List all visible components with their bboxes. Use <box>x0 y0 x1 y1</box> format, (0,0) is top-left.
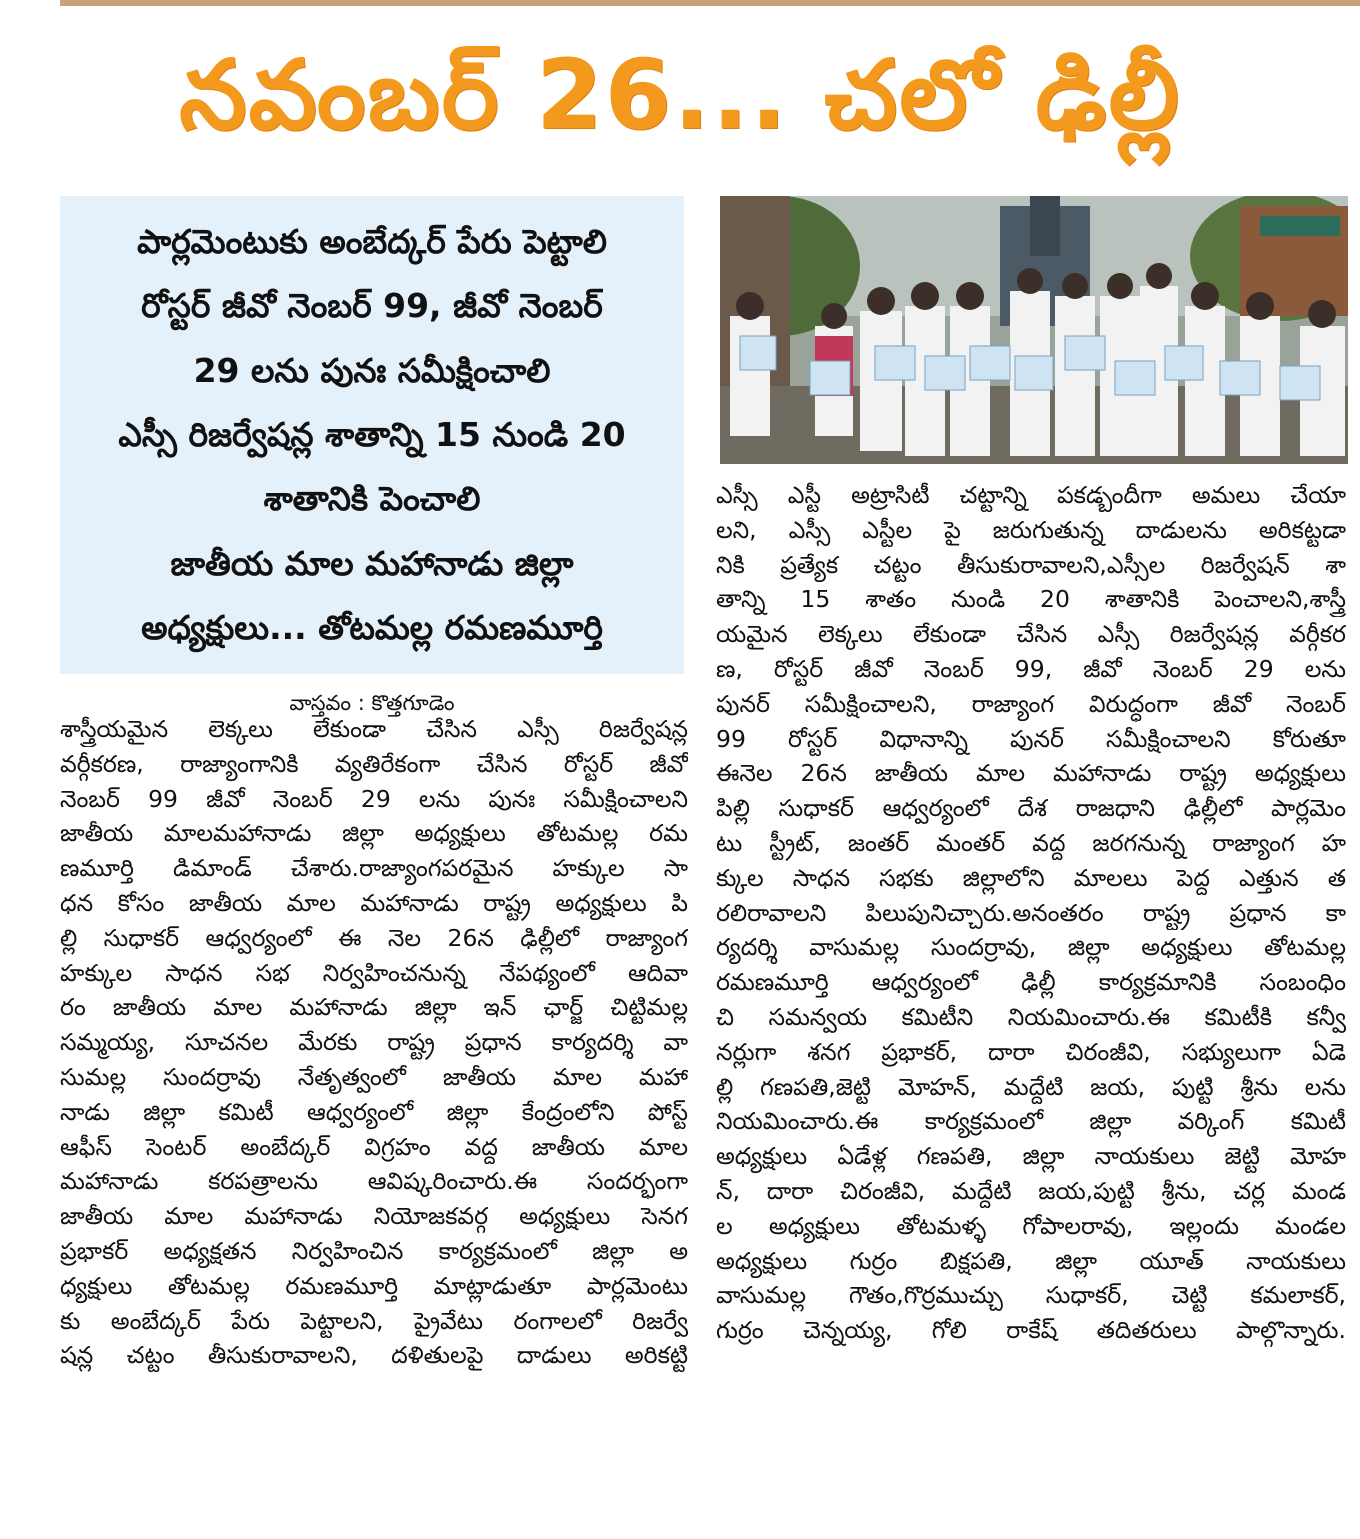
article-line: ల్లి గణపతి,జెట్టి మోహన్, మద్దేటి జయ, పుట్టి శ్రీను లను <box>716 1072 1346 1101</box>
article-line: రం జాతీయ మాల మహానాడు జిల్లా ఇన్ ఛార్జ్ చిట్టిమల్ల <box>60 993 688 1022</box>
article-line: జాతీయ మాలమహానాడు జిల్లా అధ్యక్షులు తోటమల్ల రమ <box>60 819 688 848</box>
article-line: 99 రోస్టర్ విధానాన్ని పునర్ సమీక్షించాలని కోరుతూ <box>716 724 1346 753</box>
article-line: ణ, రోస్టర్ జీవో నెంబర్ 99, జీవో నెంబర్ 29 లను <box>716 654 1346 683</box>
article-line: ఆఫీస్ సెంటర్ అంబేద్కర్ విగ్రహం వద్ద జాతీయ మాల <box>60 1132 688 1161</box>
article-line: అధ్యక్షులు గుర్రం బిక్షపతి, జిల్లా యూత్ నాయకులు <box>716 1246 1346 1275</box>
article-line: కు అంబేద్కర్ పేరు పెట్టాలని, ప్రైవేటు రంగాలలో రిజర్వే <box>60 1306 688 1335</box>
article-line: నియమించారు.ఈ కార్యక్రమంలో జిల్లా వర్కింగ్ కమిటీ <box>716 1107 1346 1136</box>
article-line: ధ్యక్షులు తోటమల్ల రమణమూర్తి మాట్లాడుతూ పార్లమెంటు <box>60 1271 688 1300</box>
article-line: ప్రభాకర్ అధ్యక్షతన నిర్వహించిన కార్యక్రమంలో జిల్లా అ <box>60 1236 688 1265</box>
highlight-line: 29 లను పునః సమీక్షించాలి <box>193 350 551 390</box>
article-line: తాన్ని 15 శాతం నుండి 20 శాతానికి పెంచాలని,శాస్త్రీ <box>716 585 1346 614</box>
article-left-column <box>60 712 688 1373</box>
article-line: ల్లి సుధాకర్ ఆధ్వర్యంలో ఈ నెల 26న ఢిల్లీలో రాజ్యాంగ <box>60 923 688 952</box>
article-line: షన్ల చట్టం తీసుకురావాలని, దళితులపై దాడులు అరికట్టి <box>60 1341 688 1370</box>
highlight-line: రోస్టర్ జీవో నెంబర్ 99, జీవో నెంబర్ <box>141 286 603 326</box>
article-line: మహానాడు కరపత్రాలను ఆవిష్కరించారు.ఈ సందర్భంగా <box>60 1167 688 1196</box>
top-rule <box>60 0 1360 6</box>
article-line: సమ్మయ్య, సూచనల మేరకు రాష్ట్ర ప్రధాన కార్యదర్శి వా <box>60 1028 688 1057</box>
highlight-box <box>60 196 684 674</box>
article-line: రలిరావాలని పిలుపునిచ్చారు.అనంతరం రాష్ట్ర ప్రధాన కా <box>716 898 1346 927</box>
highlight-line: పార్లమెంటుకు అంబేద్కర్ పేరు పెట్టాలి <box>137 222 607 262</box>
article-line: నెంబర్ 99 జీవో నెంబర్ 29 లను పునః సమీక్షించాలని <box>60 784 688 813</box>
dateline: వాస్తవం : కొత్తగూడెం <box>289 691 455 715</box>
article-right-column <box>716 478 1346 1348</box>
article-line: నికి ప్రత్యేక చట్టం తీసుకురావాలని,ఎస్సీల రిజర్వేషన్ శా <box>716 550 1346 579</box>
article-line: శాస్త్రీయమైన లెక్కలు లేకుండా చేసిన ఎస్సీ రిజర్వేషన్ల <box>60 715 688 743</box>
article-line: పునర్ సమీక్షించాలని, రాజ్యాంగ విరుద్ధంగా జీవో నెంబర్ <box>716 689 1346 718</box>
highlight-line: ఎస్సీ రిజర్వేషన్ల శాతాన్ని 15 నుండి 20 <box>118 414 626 454</box>
article-line: వాసుమల్ల గౌతం,గొర్రముచ్చు సుధాకర్, చెట్టి కమలాకర్, <box>716 1281 1346 1310</box>
article-line: ణమూర్తి డిమాండ్ చేశారు.రాజ్యాంగపరమైన హక్కుల సా <box>60 854 688 883</box>
article-line: ఎస్సీ ఎస్టీ అట్రాసిటీ చట్టాన్ని పకడ్బందీగా అమలు చేయా <box>716 481 1346 509</box>
article-line: వర్గీకరణ, రాజ్యాంగానికి వ్యతిరేకంగా చేసిన రోస్టర్ జీవో <box>60 749 688 778</box>
article-line: అధ్యక్షులు ఏడేళ్ల గణపతి, జిల్లా నాయకులు జెట్టి మోహ <box>716 1142 1346 1171</box>
article-line: ధన కోసం జాతీయ మాల మహానాడు రాష్ట్ర అధ్యక్షులు పి <box>60 888 688 917</box>
article-line: హక్కుల సాధన సభ నిర్వహించనున్న నేపథ్యంలో ఆదివా <box>60 958 688 987</box>
article-line: ఈనెల 26న జాతీయ మాల మహానాడు రాష్ట్ర అధ్యక్షులు <box>716 759 1346 788</box>
article-line: టు స్ట్రీట్, జంతర్ మంతర్ వద్ద జరగనున్న రాజ్యాంగ హ <box>716 828 1346 857</box>
article-line: చి సమన్వయ కమిటీని నియమించారు.ఈ కమిటీకి కన్వీ <box>716 1002 1346 1031</box>
highlight-line: జాతీయ మాల మహానాడు జిల్లా <box>170 543 574 583</box>
article-line: ర్యదర్శి వాసుమల్ల సుందర్రావు, జిల్లా అధ్యక్షులు తోటమల్ల <box>716 933 1346 962</box>
article-line: సుమల్ల సుందర్రావు నేతృత్వంలో జాతీయ మాల మహా <box>60 1062 688 1091</box>
article-line: న్, దారా చిరంజీవి, మద్దేటి జయ,పుట్టి శ్రీను, చర్ల మండ <box>716 1176 1346 1205</box>
article-line: జాతీయ మాల మహానాడు నియోజకవర్గ అధ్యక్షులు సెనగ <box>60 1202 688 1231</box>
headline: నవంబర్ 26... చలో ఢిల్లీ <box>179 39 1181 151</box>
article-line: రమణమూర్తి ఆధ్వర్యంలో ఢిల్లీ కార్యక్రమానికి సంబంధిం <box>716 968 1346 997</box>
article-line: యమైన లెక్కలు లేకుండా చేసిన ఎస్సీ రిజర్వేషన్ల వర్గీకర <box>716 620 1346 649</box>
article-line: క్కుల సాధన సభకు జిల్లాలోని మాలలు పెద్ద ఎత్తున త <box>716 863 1346 892</box>
article-line: నాడు జిల్లా కమిటీ ఆధ్వర్యంలో జిల్లా కేంద్రంలోని పోస్ట్ <box>60 1097 688 1126</box>
news-photo <box>720 196 1348 464</box>
article-line: ల అధ్యక్షులు తోటమళ్ళ గోపాలరావు, ఇల్లందు మండల <box>716 1211 1346 1240</box>
highlight-line: అధ్యక్షులు... తోటమల్ల రమణమూర్తి <box>141 607 603 647</box>
article-line: నర్లుగా శనగ ప్రభాకర్, దారా చిరంజీవి, సభ్యులుగా ఏడె <box>716 1037 1346 1066</box>
article-line: లని, ఎస్సీ ఎస్టీల పై జరుగుతున్న దాడులను అరికట్టడా <box>716 515 1346 544</box>
article-line: గుర్రం చెన్నయ్య, గోలి రాకేష్ తదితరులు పాల్గొన్నారు. <box>716 1316 1346 1345</box>
highlight-line: శాతానికి పెంచాలి <box>263 479 481 519</box>
article-line: పిల్లి సుధాకర్ ఆధ్వర్యంలో దేశ రాజధాని ఢిల్లీలో పార్లమెం <box>716 794 1346 823</box>
